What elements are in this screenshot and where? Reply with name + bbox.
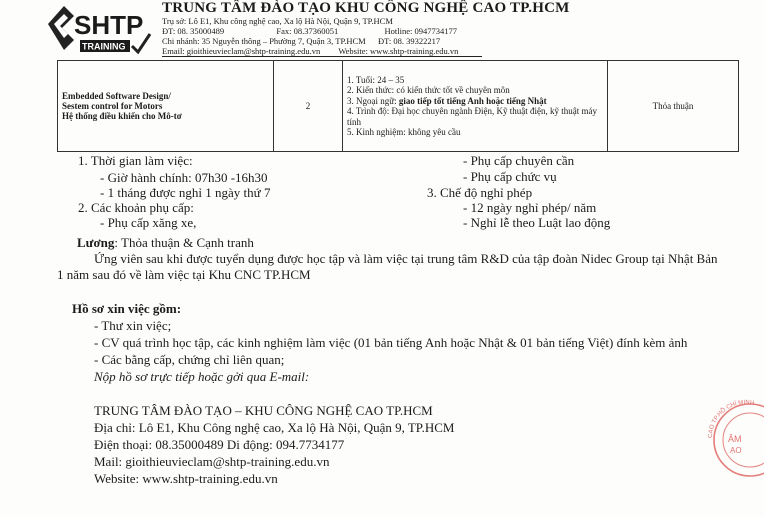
contact-name: TRUNG TÂM ĐÀO TẠO – KHU CÔNG NGHỆ CAO TP.HCM [94, 403, 433, 418]
job-title-line: Hệ thống điều khiển cho Mô-tơ [62, 111, 182, 121]
submission-note: Nộp hồ sơ trực tiếp hoặc gởi qua E-mail: [94, 369, 310, 384]
job-title-line: Sestem control for Motors [62, 101, 163, 111]
table-row [58, 61, 739, 152]
header-email: Email: gioithieuvieclam@shtp-training.edu.vn [162, 46, 321, 56]
requirements-cell [343, 61, 608, 152]
benefit-allowances: 2. Các khoản phụ cấp: [78, 200, 194, 215]
svg-text:ẠO: ẠO [730, 446, 742, 455]
shtp-training-logo [44, 2, 154, 54]
salary-text: : Thỏa thuận & Cạnh tranh [114, 235, 254, 250]
requirement-item: 3. Ngoại ngữ: giao tiếp tốt tiếng Anh hoặc tiếng Nhật [347, 95, 547, 106]
red-seal-stamp [702, 398, 764, 478]
requirement-item: 2. Kiến thức: có kiến thức tốt về chuyên môn [347, 85, 510, 95]
header-hotline: Hotline: 0947734177 [384, 26, 458, 36]
job-table [57, 60, 739, 152]
contact-phone: Điện thoại: 08.35000489 Di động: 094.7734177 [94, 437, 345, 452]
contact-mail: Mail: gioithieuvieclam@shtp-training.edu.vn [94, 454, 330, 469]
document-item: - CV quá trình học tập, các kinh nghiệm làm việc (01 bản tiếng Anh hoặc Nhật & 01 bản tiếng Việt) đính kèm ảnh [94, 335, 688, 350]
org-title: TRUNG TÂM ĐÀO TẠO KHU CÔNG NGHỆ CAO TP.HCM [162, 0, 570, 16]
requirement-item: 5. Kinh nghiệm: không yêu cầu [347, 127, 461, 137]
benefit-position-allowance: - Phụ cấp chức vụ [463, 169, 557, 184]
salary-line [77, 235, 254, 251]
requirement-item: 4. Trình độ: Đại học chuyên ngành Điện, Kỹ thuật điện, kỹ thuật máy tính [347, 106, 597, 127]
header-email-row [162, 46, 458, 56]
job-title-line: Embedded Software Design/ [62, 91, 171, 101]
document-item: - Thư xin việc; [94, 318, 172, 333]
header-branch-phone: ĐT: 08. 39322217 [378, 36, 441, 46]
header-branch-row [162, 36, 440, 46]
header-fax: Fax: 08.37360051 [276, 26, 339, 36]
header-contacts-row1 [162, 26, 457, 36]
benefit-fuel-allowance: - Phụ cấp xăng xe, [100, 215, 197, 230]
job-title-cell [58, 61, 274, 152]
benefit-working-time: 1. Thời gian làm việc: [78, 153, 193, 168]
quantity-cell: 2 [274, 61, 343, 152]
benefit-saturday-off: - 1 tháng được nghỉ 1 ngày thứ 7 [100, 185, 271, 200]
svg-text:ÂM: ÂM [728, 434, 742, 444]
document-item: - Các bằng cấp, chứng chỉ liên quan; [94, 352, 285, 367]
requirement-item: 1. Tuổi: 24 – 35 [347, 74, 405, 85]
documents-heading: Hồ sơ xin việc gồm: [72, 301, 182, 316]
header-website: Website: www.shtp-training.edu.vn [338, 46, 459, 56]
benefit-leave-policy: 3. Chế độ nghỉ phép [427, 185, 533, 200]
benefit-public-holidays: - Nghỉ lễ theo Luật lao động [463, 215, 611, 230]
intro-line-2: 1 năm sau đó về làm việc tại Khu CNC TP.HCM [57, 267, 311, 282]
header-divider [162, 56, 482, 57]
benefit-office-hours: - Giờ hành chính: 07h30 -16h30 [100, 170, 268, 185]
intro-line-1: Ứng viên sau khi được tuyển dụng được học tập và làm việc tại trung tâm R&D của tập đoàn Nidec Group tại Nhật Bản [94, 251, 718, 266]
logo-text: SHTP [74, 10, 144, 40]
header-phone: ĐT: 08. 35000489 [162, 26, 225, 36]
contact-address: Địa chỉ: Lô E1, Khu Công nghệ cao, Xa lộ Hà Nội, Quận 9, TP.HCM [94, 420, 455, 435]
salary-label: Lương [77, 235, 115, 250]
header-address: Trụ sở: Lô E1, Khu công nghệ cao, Xa lộ Hà Nội, Quận 9, TP.HCM [162, 16, 393, 26]
contact-website: Website: www.shtp-training.edu.vn [94, 471, 278, 486]
svg-text:CAO TP.HỒ CHÍ MINH: CAO TP.HỒ CHÍ MINH [707, 399, 755, 439]
salary-cell: Thỏa thuận [608, 61, 739, 152]
header-branch: Chi nhánh: 35 Nguyễn thông – Phường 7, Quận 3, TP.HCM [162, 36, 366, 46]
logo-subtext: TRAINING [82, 41, 126, 52]
benefit-annual-leave: - 12 ngày nghỉ phép/ năm [463, 200, 597, 215]
benefit-attendance-allowance: - Phụ cấp chuyên cần [463, 153, 575, 168]
